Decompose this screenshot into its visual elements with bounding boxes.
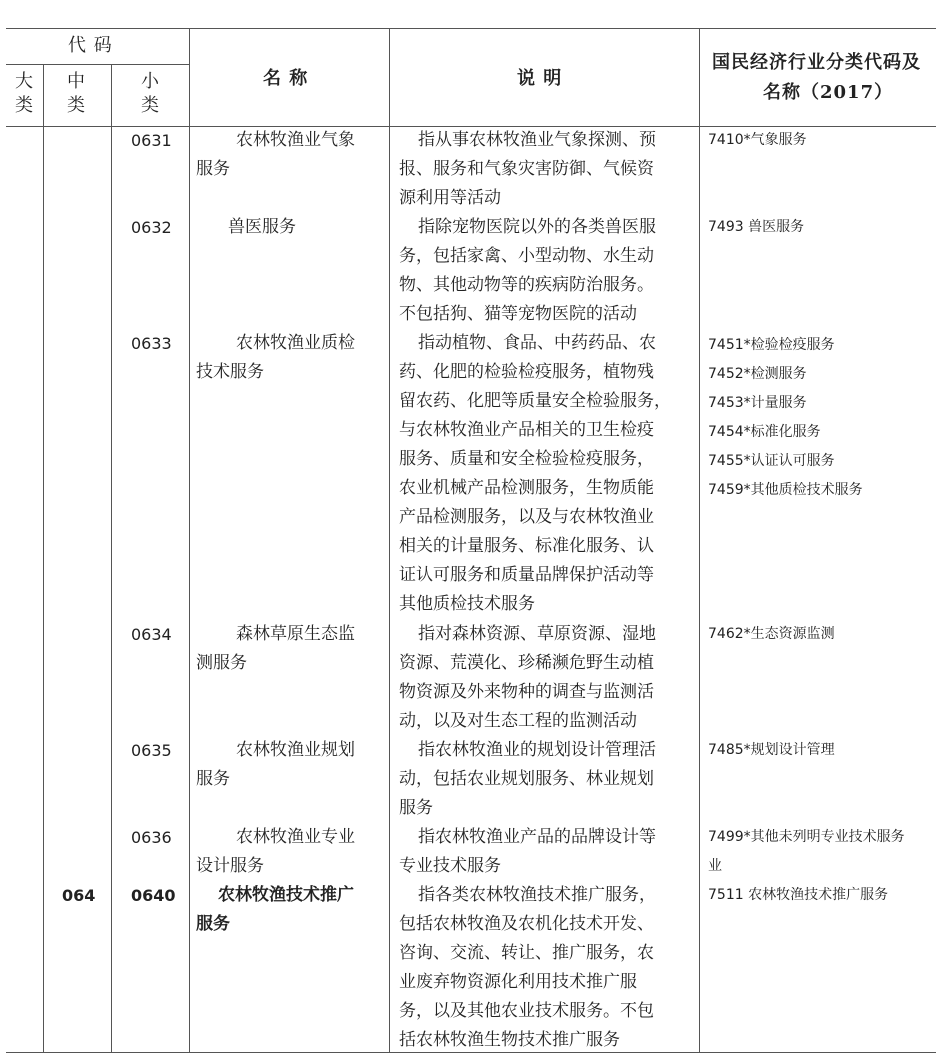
item-description: 指除宠物医院以外的各类兽医服 务，包括家禽、小型动物、水生动 物、其他动物等的疾病防治服务。 不包括狗、猫等宠物医院的活动 (399, 217, 656, 324)
code-header-divider (6, 64, 189, 65)
item-name: 森林草原生态监 测服务 (196, 624, 355, 673)
item-description: 指对森林资源、草原资源、湿地 资源、荒漠化、珍稀濒危野生动植 物资源及外来物种的调查与监测活 动，以及对生态工程的监测活动 (399, 624, 656, 731)
item-name: 农林牧渔业规划 服务 (196, 740, 355, 789)
header-national-code-line1: 国民经济行业分类代码及 (712, 52, 921, 73)
middle-code: 064 (62, 886, 96, 905)
industry-code: 7462*生态资源监测 (708, 626, 835, 642)
col-divider-major (43, 64, 44, 1052)
minor-code: 0631 (131, 131, 172, 150)
col-divider-middle (111, 64, 112, 1052)
minor-code: 0632 (131, 218, 172, 237)
item-description: 指农林牧渔业产品的品牌设计等 专业技术服务 (399, 827, 656, 876)
industry-code: 7493 兽医服务 (708, 219, 805, 235)
minor-code: 0635 (131, 741, 172, 760)
item-description: 指从事农林牧渔业气象探测、预 报、服务和气象灾害防御、气候资 源利用等活动 (399, 130, 656, 208)
industry-code: 7511 农林牧渔技术推广服务 (708, 887, 889, 903)
header-desc: 说 明 (517, 68, 563, 89)
item-description: 指各类农林牧渔技术推广服务， 包括农林牧渔及农机化技术开发、 咨询、交流、转让、推广服务，农 业废弃物资源化利用技术推广服 务，以及其他农业技术服务。不包 括农林牧渔生物技术推广服务 (399, 885, 656, 1050)
item-description: 指动植物、食品、中药药品、农 药、化肥的检验检疫服务，植物残 留农药、化肥等质量安全检验服务， 与农林牧渔业产品相关的卫生检疫 服务、质量和安全检验检疫服务， 农业机械产品检测服务，生物质能 产品检测服务，以及与农林牧渔业 相关的计量服务、标准化服务、认 证认可服务和质量品牌保护活动等 其他质检技术服务 (399, 333, 671, 614)
col-divider-desc (699, 28, 700, 1052)
minor-code: 0633 (131, 334, 172, 353)
col-divider-name (389, 28, 390, 1052)
industry-code: 7485*规划设计管理 (708, 742, 835, 758)
item-name: 农林牧渔技术推广 服务 (196, 885, 354, 934)
minor-code: 0634 (131, 625, 172, 644)
header-national-code-line2: 名称（2017） (763, 82, 894, 103)
item-name: 农林牧渔业气象 服务 (196, 130, 355, 179)
table-top-border (6, 28, 936, 29)
col-divider-minor (189, 28, 190, 1052)
industry-code: 7451*检验检疫服务 7452*检测服务 7453*计量服务 7454*标准化服务 7455*认证认可服务 7459*其他质检技术服务 (708, 337, 863, 498)
minor-code: 0640 (131, 886, 176, 905)
item-description: 指农林牧渔业的规划设计管理活 动，包括农业规划服务、林业规划 服务 (399, 740, 656, 818)
header-major: 大类 (15, 71, 33, 116)
header-code: 代 码 (68, 35, 113, 56)
item-name: 农林牧渔业专业 设计服务 (196, 827, 355, 876)
industry-code: 7410*气象服务 (708, 132, 807, 148)
item-name: 农林牧渔业质检 技术服务 (196, 333, 355, 382)
industry-code: 7499*其他未列明专业技术服务 业 (708, 829, 905, 874)
header-name: 名 称 (263, 68, 309, 89)
header-minor: 小类 (141, 71, 159, 116)
item-name: 兽医服务 (228, 217, 296, 237)
header-middle: 中类 (67, 71, 85, 116)
minor-code: 0636 (131, 828, 172, 847)
